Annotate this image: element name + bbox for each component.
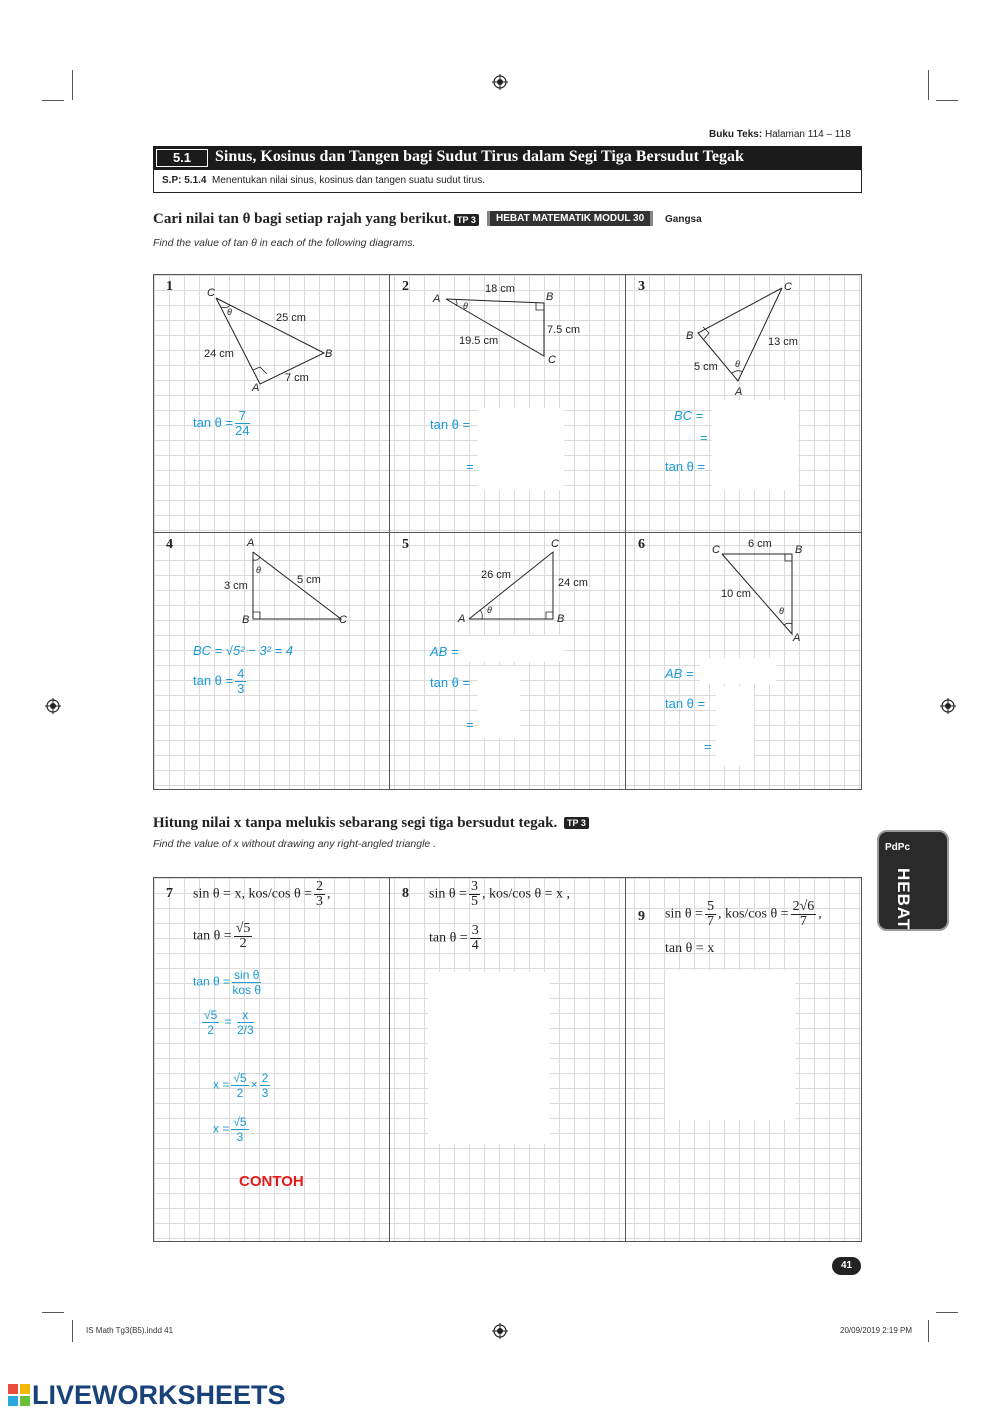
answer-space[interactable]	[478, 408, 564, 490]
section-title-bar	[153, 146, 862, 170]
crop-mark	[72, 70, 73, 100]
textbook-reference: Buku Teks: Halaman 114 – 118	[709, 129, 851, 140]
question-number: 1	[166, 279, 173, 294]
question-number: 3	[638, 279, 645, 294]
gangsa-label: Gangsa	[665, 214, 702, 225]
part1-subtitle: Find the value of tan θ in each of the following diagrams.	[153, 237, 416, 249]
vertex-label: B	[557, 613, 565, 625]
given: sin θ = $\frac{5}{7}$ , kos/cos θ = $\frac{2√6}{7}$ ,	[665, 899, 822, 929]
given: tan θ = $\frac{3}{4}$	[429, 923, 479, 953]
crop-mark	[72, 1320, 73, 1342]
vertex-label: A	[252, 382, 260, 394]
angle-label: θ	[227, 307, 232, 317]
side-label: 24 cm	[204, 348, 234, 360]
answer: BC = √5² − 3² = 4	[193, 643, 293, 658]
logo-icon	[8, 1384, 32, 1406]
side-label: 5 cm	[694, 361, 718, 373]
hebat-label: HEBAT	[894, 868, 913, 931]
answer: =	[466, 717, 474, 732]
question-number: 8	[402, 886, 409, 901]
triangle-diagram	[245, 546, 350, 626]
question-number: 4	[166, 537, 173, 552]
working: $\frac{√5}{2}$ = $\frac{x}{2/3}$	[204, 1008, 254, 1037]
triangle-diagram	[463, 546, 563, 626]
given: sin θ = $\frac{3}{5}$ , kos/cos θ = x ,	[429, 879, 571, 909]
answer: tan θ =	[665, 696, 706, 711]
side-label: 25 cm	[276, 312, 306, 324]
section-number: 5.1	[156, 149, 208, 167]
given: sin θ = x, kos/cos θ = $\frac{2}{3}$ ,	[193, 879, 331, 909]
divider	[389, 877, 390, 1242]
answer-space[interactable]	[428, 972, 550, 1144]
vertex-label: A	[793, 632, 801, 644]
vertex-label: A	[433, 293, 441, 305]
side-label: 10 cm	[721, 588, 751, 600]
answer: tan θ =	[430, 675, 471, 690]
vertex-label: C	[207, 287, 215, 299]
registration-mark-icon	[492, 74, 508, 90]
angle-label: θ	[779, 606, 784, 616]
section-title: Sinus, Kosinus dan Tangen bagi Sudut Tirus dalam Segi Tiga Bersudut Tegak	[215, 148, 744, 165]
vertex-label: B	[686, 330, 694, 342]
vertex-label: A	[247, 537, 255, 549]
vertex-label: A	[735, 386, 743, 398]
vertex-label: B	[325, 348, 333, 360]
crop-mark	[42, 100, 64, 101]
angle-label: θ	[487, 605, 492, 615]
vertex-label: A	[458, 613, 466, 625]
example-label: CONTOH	[239, 1173, 304, 1190]
angle-label: θ	[735, 359, 740, 369]
question-number: 7	[166, 886, 173, 901]
tp-badge: TP 3	[564, 817, 589, 829]
vertex-label: C	[712, 544, 720, 556]
hebat-module-badge: HEBAT MATEMATIK MODUL 30	[487, 211, 653, 226]
question-number: 5	[402, 537, 409, 552]
answer-space[interactable]	[700, 658, 776, 684]
question-number: 9	[638, 909, 645, 924]
crop-mark	[936, 100, 958, 101]
vertex-label: C	[339, 614, 347, 626]
footer-file: IS Math Tg3(B5).indd 41	[86, 1326, 174, 1335]
answer: =	[466, 459, 474, 474]
side-label: 5 cm	[297, 574, 321, 586]
part2-heading: Hitung nilai x tanpa melukis sebarang segi tiga bersudut tegak.	[153, 815, 558, 831]
part1-heading: Cari nilai tan θ bagi setiap rajah yang berikut.	[153, 211, 452, 227]
answer-space[interactable]	[712, 400, 798, 490]
crop-mark	[42, 1312, 64, 1313]
side-label: 19.5 cm	[459, 335, 499, 347]
answer: =	[700, 430, 708, 445]
vertex-label: B	[795, 544, 803, 556]
footer-date: 20/09/2019 2:19 PM	[840, 1326, 913, 1335]
side-label: 3 cm	[224, 580, 248, 592]
learning-standard: S.P: 5.1.4 Menentukan nilai sinus, kosinus dan tangen suatu sudut tirus.	[153, 170, 862, 193]
divider	[625, 877, 626, 1242]
side-label: 18 cm	[485, 283, 515, 295]
vertex-label: C	[551, 538, 559, 550]
answer: tan θ = $\frac{7}{24}$	[193, 408, 250, 438]
liveworksheets-logo[interactable]	[8, 1380, 286, 1411]
crop-mark	[928, 70, 929, 100]
answer: =	[704, 739, 712, 754]
side-label: 13 cm	[768, 336, 798, 348]
pdpc-label: PdPc	[885, 842, 911, 853]
side-label: 24 cm	[558, 577, 588, 589]
answer-space[interactable]	[478, 666, 520, 738]
angle-label: θ	[463, 301, 468, 311]
angle-label: θ	[256, 565, 261, 575]
vertex-label: C	[784, 281, 792, 293]
answer: tan θ =	[665, 459, 706, 474]
working: tan θ = $\frac{\text{sin θ}}{\text{kos θ}}$	[193, 968, 262, 997]
answer: AB =	[430, 644, 459, 659]
triangle-diagram	[440, 293, 560, 363]
question-number: 6	[638, 537, 645, 552]
side-label: 26 cm	[481, 569, 511, 581]
registration-mark-icon	[940, 698, 956, 714]
answer: tan θ = $\frac{4}{3}$	[193, 666, 245, 696]
answer-space[interactable]	[665, 970, 795, 1120]
crop-mark	[928, 1320, 929, 1342]
side-label: 7.5 cm	[547, 324, 581, 336]
vertex-label: B	[546, 291, 554, 303]
tp-badge: TP 3	[454, 214, 479, 226]
triangle-diagram	[200, 285, 340, 395]
question-number: 2	[402, 279, 409, 294]
working: x = $\frac{√5}{2}$ × $\frac{2}{3}$	[213, 1071, 269, 1100]
crop-mark	[936, 1312, 958, 1313]
answer: BC =	[674, 408, 704, 423]
pdpc-hebat-tab	[877, 830, 949, 931]
page-number: 41	[832, 1257, 861, 1275]
registration-mark-icon	[45, 698, 61, 714]
given: tan θ = x	[665, 941, 715, 956]
registration-mark-icon	[492, 1323, 508, 1339]
divider	[153, 532, 862, 533]
vertex-label: B	[242, 614, 250, 626]
answer-space[interactable]	[716, 686, 754, 766]
answer-space[interactable]	[462, 636, 564, 662]
side-label: 7 cm	[285, 372, 309, 384]
working: x = $\frac{√5}{3}$	[213, 1115, 247, 1144]
given: tan θ = $\frac{√5}{2}$	[193, 921, 251, 951]
side-label: 6 cm	[748, 538, 772, 550]
part2-subtitle: Find the value of x without drawing any right-angled triangle .	[153, 838, 437, 850]
answer: tan θ =	[430, 417, 471, 432]
brand-text: LIVEWORKSHEETS	[32, 1380, 286, 1410]
answer: AB =	[665, 666, 694, 681]
vertex-label: C	[548, 354, 556, 366]
